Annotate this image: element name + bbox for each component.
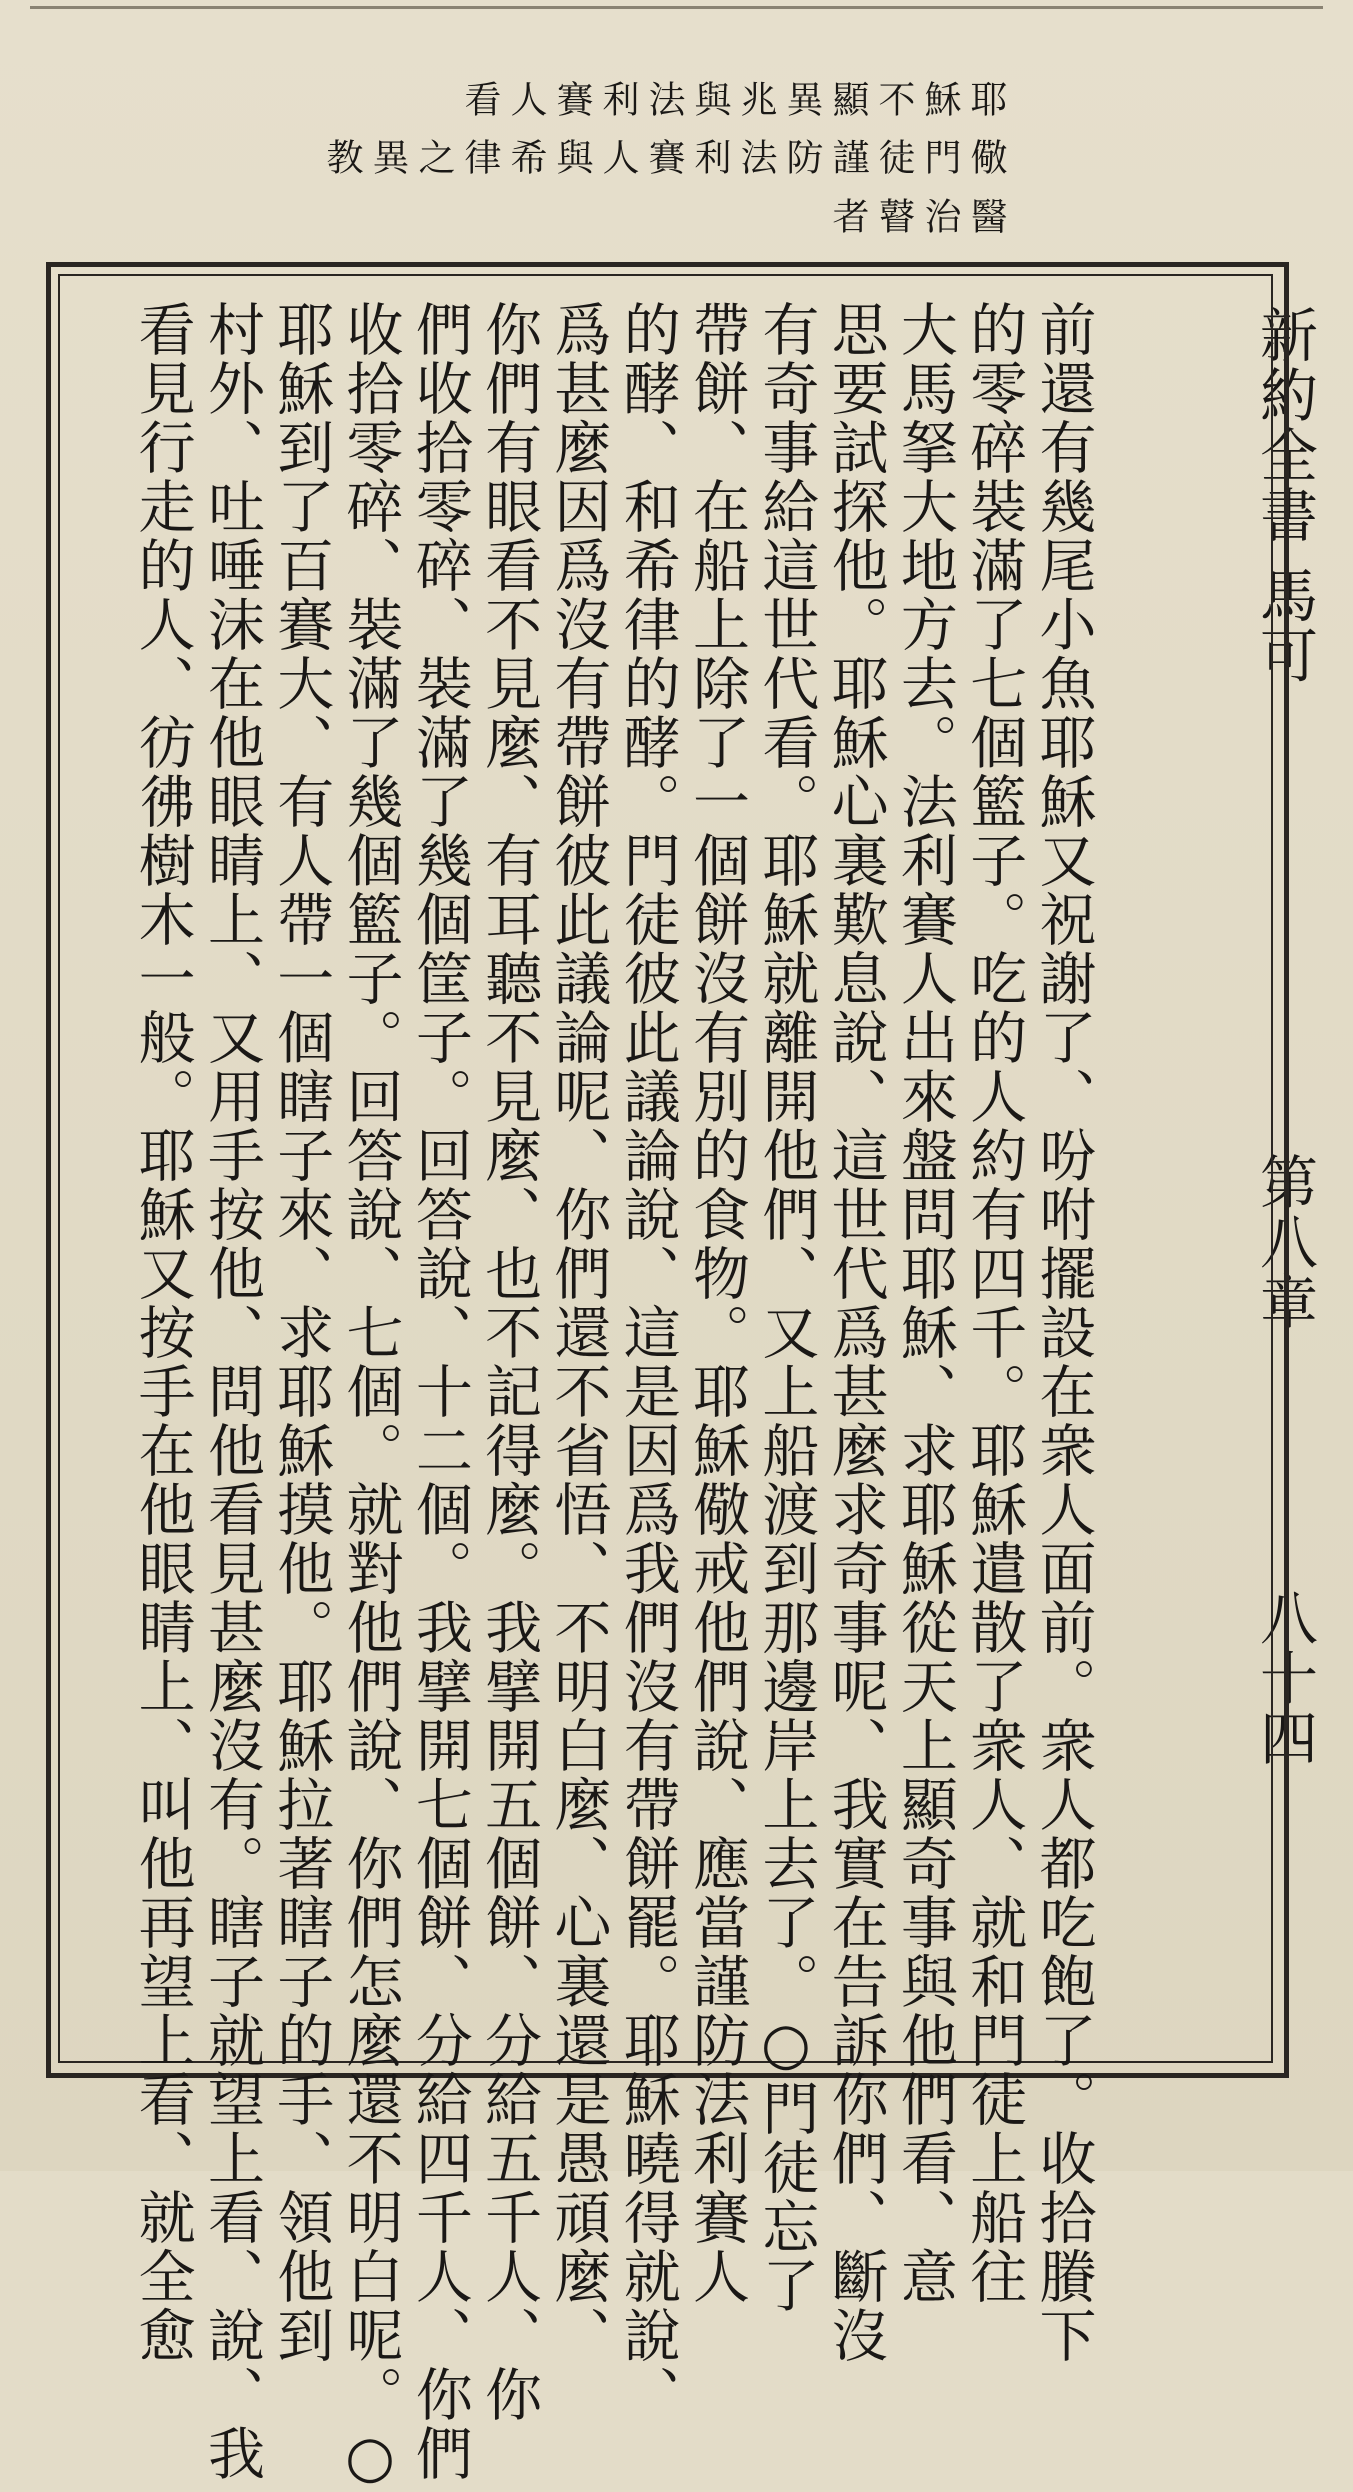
text-column: 收拾零碎、裝滿了幾個籃子。回答說、七個。就對他們說、你們怎麼還不明白呢。○	[337, 300, 404, 2492]
margin-note-line: 醫治瞽者	[826, 196, 1007, 234]
text-column: 帶餅、在船上除了一個餅沒有別的食物。耶穌儆戒他們說、應當謹防法利賽人	[683, 300, 750, 2306]
margin-note-line: 之異教	[320, 138, 455, 176]
margin-note-line: 異兆與法	[642, 80, 823, 117]
top-page-edge	[30, 6, 1323, 9]
margin-note	[318, 80, 1008, 138]
text-column: 看見行走的人、彷彿樹木一般。耶穌又按手在他眼睛上、叫他再望上看、就全愈	[129, 300, 196, 2365]
marginal-notes	[262, 80, 1008, 255]
text-column: 們收拾零碎、裝滿了幾個筐子。回答說、十二個。我擘開七個餅、分給四千人、你們	[406, 300, 473, 2483]
margin-note-line: 人與希律	[458, 138, 639, 176]
text-column: 的零碎裝滿了七個籃子。吃的人約有四千。耶穌遣散了衆人、就和門徒上船往	[960, 300, 1027, 2306]
text-column: 爲甚麼因爲沒有帶餅彼此議論呢、你們還不省悟、不明白麼、心裏還是愚頑麼、	[544, 300, 611, 2365]
margin-note-line: 儆門徒謹	[826, 138, 1007, 176]
text-column: 耶穌到了百賽大、有人帶一個瞎子來、求耶穌摸他。耶穌拉著瞎子的手、領他到	[267, 300, 334, 2365]
margin-note	[318, 138, 1008, 196]
text-column: 前還有幾尾小魚耶穌又祝謝了、吩咐擺設在衆人面前。衆人都吃飽了。收拾賸下	[1030, 300, 1096, 2365]
body-text	[127, 300, 1097, 2492]
margin-note-line: 耶穌不顯	[826, 80, 1007, 117]
text-column: 大馬拏大地方去。法利賽人出來盤問耶穌、求耶穌從天上顯奇事與他們看、意	[891, 300, 958, 2306]
margin-note-line: 防法利賽	[642, 138, 823, 176]
page-number: 八十四	[1250, 1588, 1318, 1768]
chapter-heading: 第八章	[1250, 1152, 1318, 1332]
text-column: 思要試探他。耶穌心裏歎息說、這世代爲甚麼求奇事呢、我實在告訴你們、斷沒	[822, 300, 889, 2365]
text-column: 的酵、和希律的酵。門徒彼此議論說、這是因爲我們沒有帶餅罷。耶穌曉得就說、	[614, 300, 681, 2424]
running-title: 新約全書 馬可	[1250, 305, 1318, 686]
margin-note	[262, 197, 1008, 255]
margin-note-line: 利賽人看	[458, 80, 639, 117]
text-column: 有奇事給這世代看。耶穌就離開他們、又上船渡到那邊岸上去了。○門徒忘了	[752, 300, 819, 2315]
text-column: 你們有眼看不見麼、有耳聽不見麼、也不記得麼。我擘開五個餅、分給五千人、你	[475, 300, 542, 2424]
text-column: 村外、吐唾沫在他眼睛上、又用手按他、問他看見甚麼沒有。瞎子就望上看、說、我	[198, 300, 265, 2483]
